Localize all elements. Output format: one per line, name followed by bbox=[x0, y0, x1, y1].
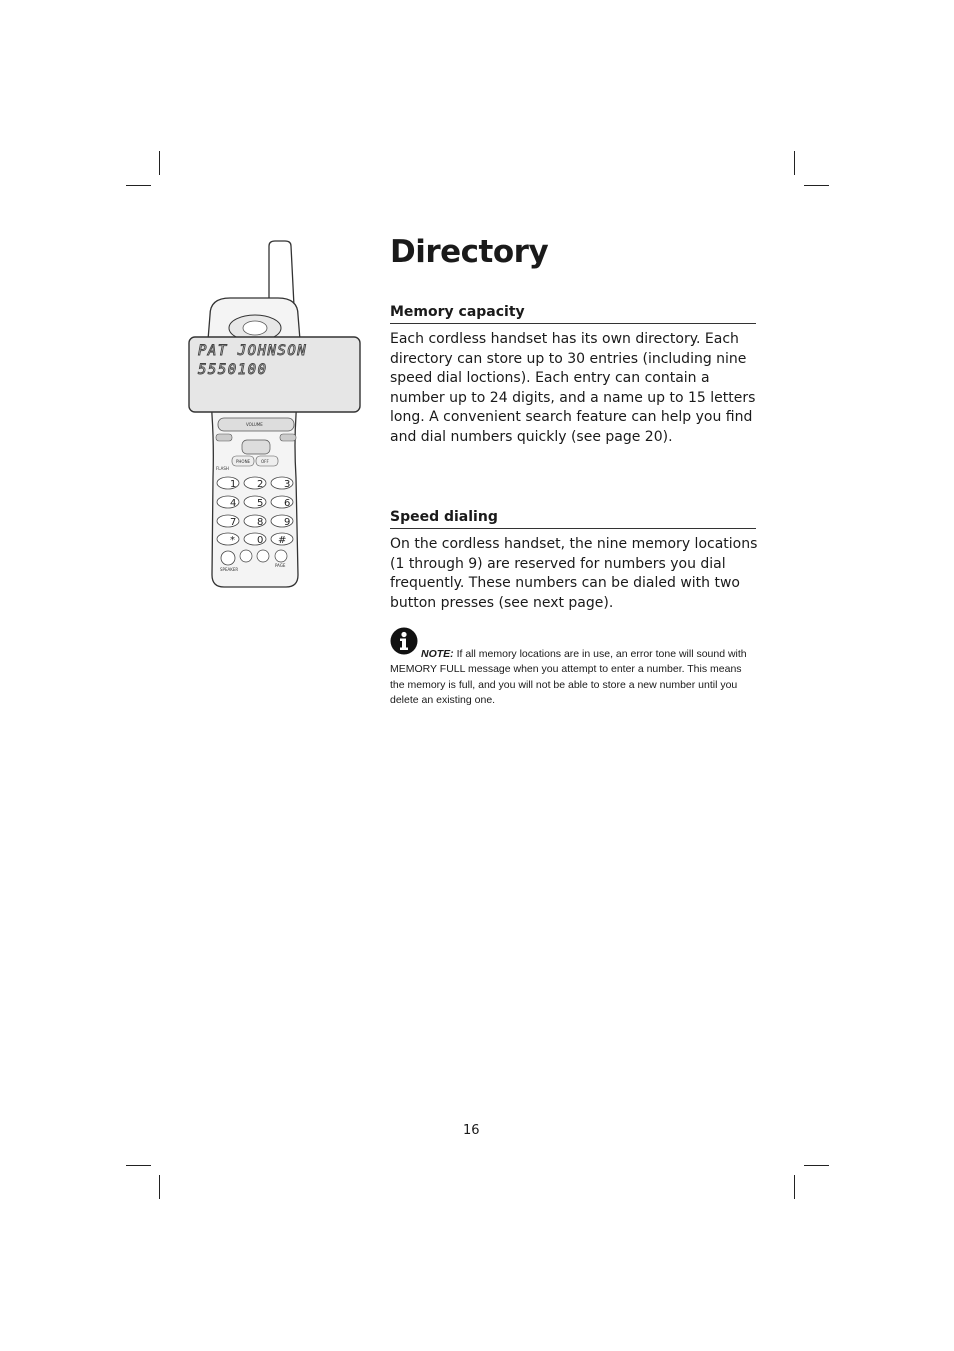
crop-mark bbox=[804, 1165, 829, 1166]
phone-label: PHONE bbox=[236, 459, 251, 464]
svg-text:1: 1 bbox=[230, 479, 237, 490]
svg-text:4: 4 bbox=[230, 498, 237, 509]
svg-text:0: 0 bbox=[257, 535, 264, 546]
speed-dialing-heading: Speed dialing bbox=[390, 509, 756, 529]
svg-text:8: 8 bbox=[257, 517, 264, 528]
svg-text:2: 2 bbox=[257, 479, 264, 490]
display-name-line: PAT JOHNSON bbox=[198, 343, 308, 359]
note-body: If all memory locations are in use, an error tone will sound with MEMORY FULL message when you attempt to enter a number. This means the memory is full, and you will not be able to store a new number until you delete an existing one. bbox=[390, 648, 747, 707]
svg-text:#: # bbox=[278, 535, 287, 546]
display-number-line: 5550100 bbox=[198, 362, 268, 378]
page-number: 16 bbox=[463, 1123, 480, 1138]
page-title: Directory bbox=[390, 234, 549, 270]
crop-mark bbox=[159, 1175, 160, 1199]
svg-text:3: 3 bbox=[284, 479, 291, 490]
svg-text:5: 5 bbox=[257, 498, 264, 509]
svg-text:6: 6 bbox=[284, 498, 291, 509]
antenna bbox=[269, 241, 294, 306]
crop-mark bbox=[126, 185, 151, 186]
speed-dialing-body: On the cordless handset, the nine memory locations (1 through 9) are reserved for numbers you dial frequently. These numbers can be dialed with two button presses (see next page). bbox=[390, 536, 758, 611]
speaker-button bbox=[221, 551, 235, 565]
speaker-label: SPEAKER bbox=[220, 567, 239, 572]
svg-text:9: 9 bbox=[284, 517, 291, 528]
handset-illustration bbox=[186, 240, 366, 592]
memory-capacity-body: Each cordless handset has its own directory. Each directory can store up to 30 entries (including nine speed dial loctions). Each entry can contain a number up to 24 digits, and a name up to 15 letters long. A convenient search feature can help you find and dial numbers quickly (see page 20). bbox=[390, 331, 756, 445]
note-label: NOTE: bbox=[421, 648, 454, 660]
off-label: OFF bbox=[261, 459, 269, 464]
note-text bbox=[390, 627, 758, 709]
svg-text:*: * bbox=[230, 535, 235, 546]
crop-mark bbox=[804, 185, 829, 186]
crop-mark bbox=[126, 1165, 151, 1166]
crop-mark bbox=[159, 151, 160, 175]
crop-mark bbox=[794, 1175, 795, 1199]
crop-mark bbox=[794, 151, 795, 175]
memory-capacity-heading: Memory capacity bbox=[390, 304, 756, 324]
svg-text:7: 7 bbox=[230, 517, 237, 528]
volume-label: VOLUME bbox=[246, 422, 263, 427]
page-label: PAGE bbox=[275, 563, 286, 568]
flash-label: FLASH bbox=[216, 466, 229, 471]
